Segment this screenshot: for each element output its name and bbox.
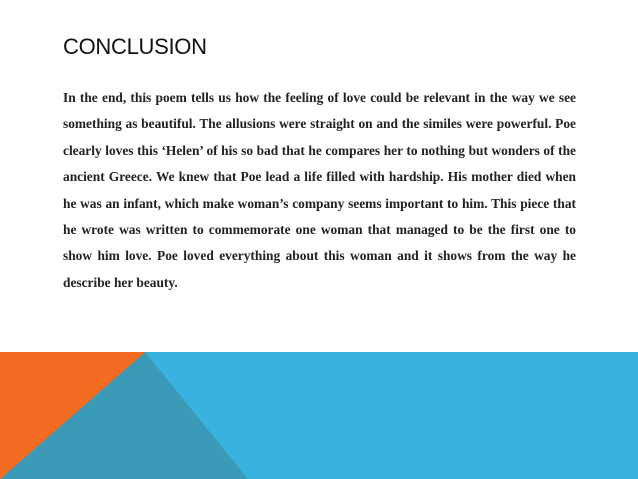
body-paragraph: In the end, this poem tells us how the feeling of love could be relevant in the way we see something as beautiful. The allusions were straight on and the similes were powerful. Poe clearly loves this ‘Helen’ of his so bad that he compares her to nothing but wonders of the ancient Greece. We knew that Poe lead a life filled with hardship. His mother died when he was an infant, which make woman’s company seems important to him. This piece that he wrote was written to commemorate one woman that managed to be the first one to show him love. Poe loved everything about this woman and it shows from the way he describe her beauty.: [63, 90, 576, 290]
slide-title: CONCLUSION: [63, 34, 207, 59]
